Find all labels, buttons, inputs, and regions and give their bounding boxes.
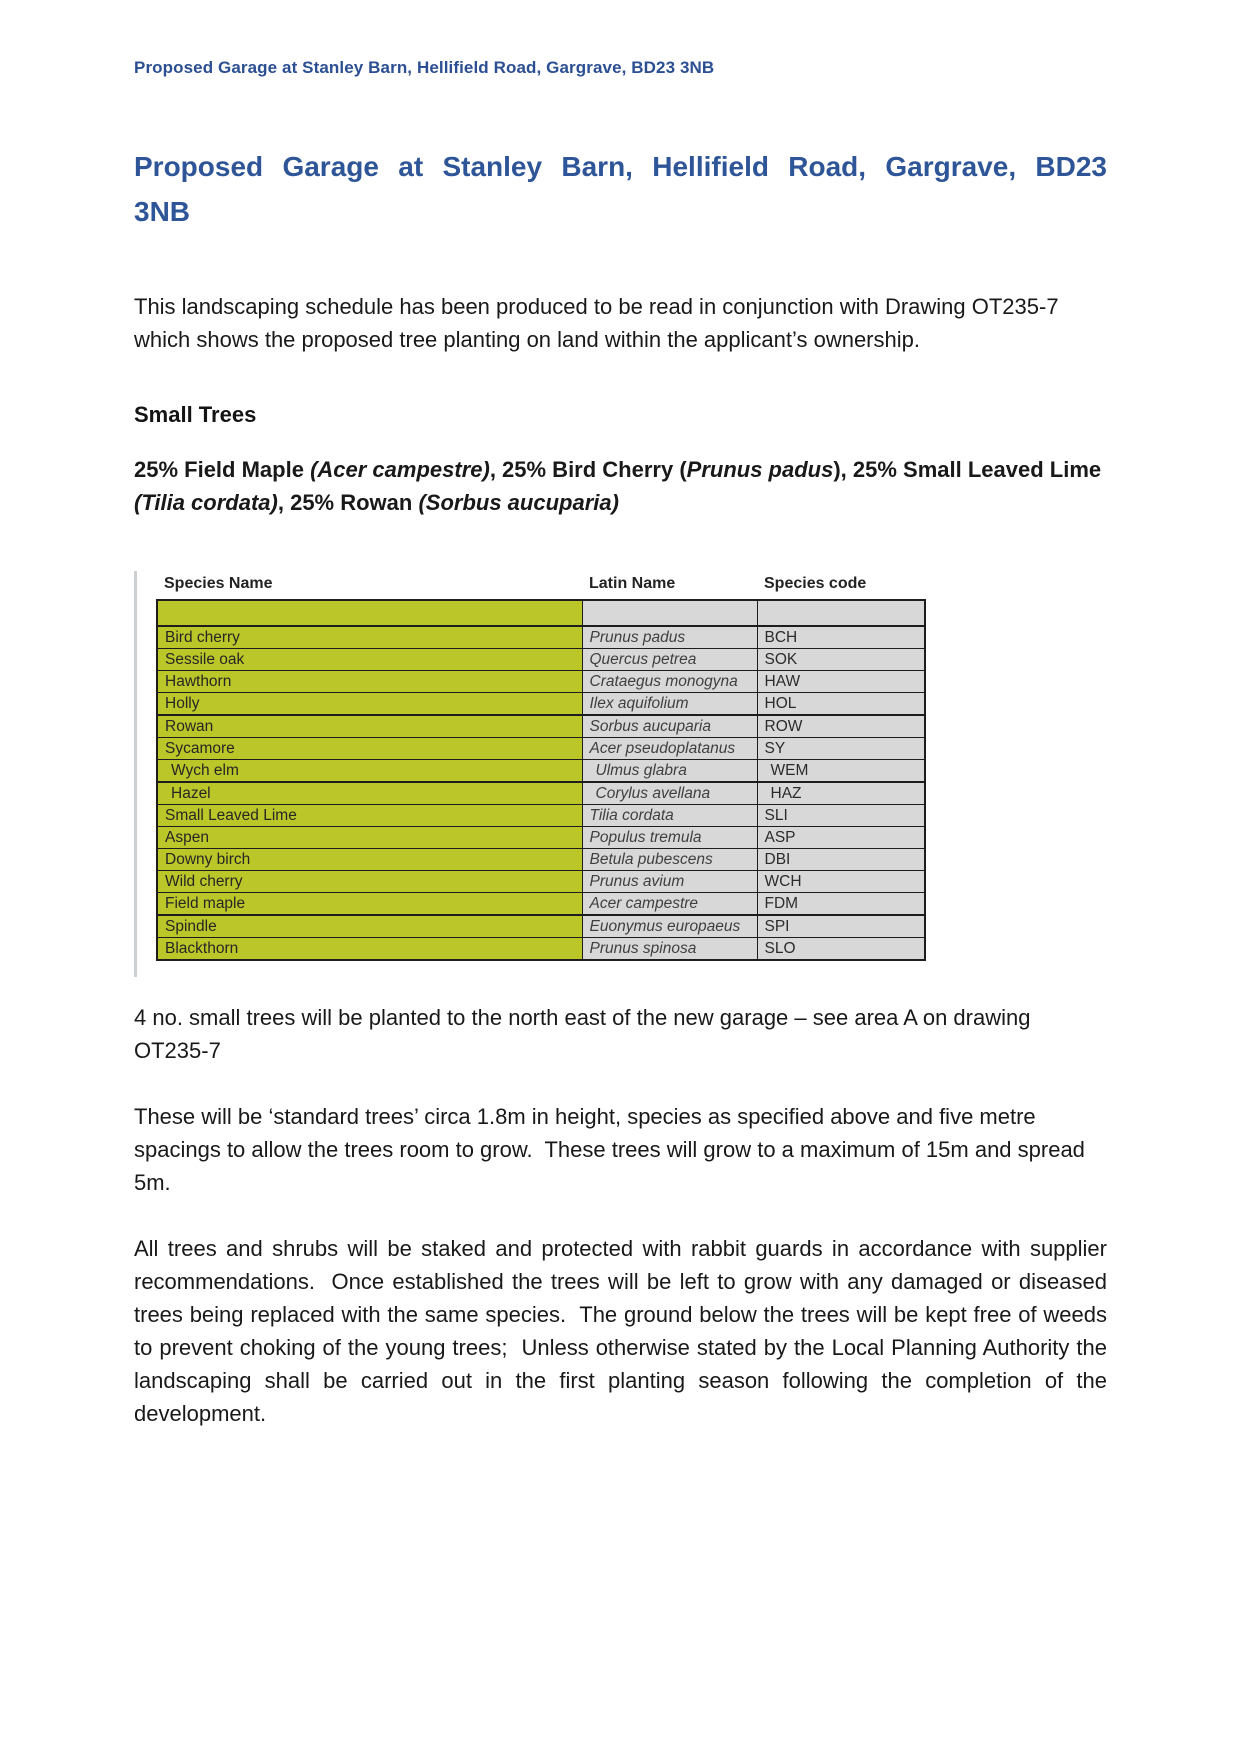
table-row: [157, 782, 925, 805]
cell-species-name: Sycamore: [157, 738, 582, 760]
cell-latin-name: Acer campestre: [582, 893, 757, 916]
cell-species-code: SLO: [757, 938, 925, 961]
mix-latin-segment: (Tilia cordata): [134, 490, 278, 515]
cell-latin-name: Ulmus glabra: [582, 760, 757, 783]
species-table-body: [157, 600, 925, 960]
cell-species-code: ROW: [757, 715, 925, 738]
cell-latin-name: Prunus avium: [582, 871, 757, 893]
cell-species-code: FDM: [757, 893, 925, 916]
cell-species-code: ASP: [757, 827, 925, 849]
table-row: [157, 760, 925, 783]
mix-latin-segment: (Acer campestre): [310, 457, 490, 482]
table-row: [157, 805, 925, 827]
cell-species-code: DBI: [757, 849, 925, 871]
species-table: [156, 599, 926, 961]
figure-scan-edge: [134, 571, 137, 977]
cell-latin-name: Populus tremula: [582, 827, 757, 849]
spacer-cell-species: [157, 600, 582, 626]
cell-species-code: SOK: [757, 649, 925, 671]
cell-latin-name: Sorbus aucuparia: [582, 715, 757, 738]
cell-species-code: BCH: [757, 626, 925, 649]
table-row: [157, 626, 925, 649]
table-row: [157, 849, 925, 871]
mix-latin-segment: Prunus padus: [686, 457, 834, 482]
cell-species-name: Aspen: [157, 827, 582, 849]
table-row: [157, 671, 925, 693]
table-row: [157, 938, 925, 961]
paragraph-tree-specifications: These will be ‘standard trees’ circa 1.8m in height, species as specified above and five metre spacings to allow the trees room to grow. These trees will grow to a maximum of 15m and spread 5m.: [134, 1104, 1092, 1195]
section-heading-small-trees: Small Trees: [134, 402, 257, 427]
cell-latin-name: Crataegus monogyna: [582, 671, 757, 693]
table-row: [157, 693, 925, 716]
cell-latin-name: Prunus spinosa: [582, 938, 757, 961]
page-title: [134, 144, 1107, 234]
cell-species-name: Bird cherry: [157, 626, 582, 649]
cell-species-name: Field maple: [157, 893, 582, 916]
mix-text-segment: , 25% Rowan: [277, 490, 419, 515]
table-row: [157, 893, 925, 916]
mix-text-segment: ), 25% Small Leaved Lime: [833, 457, 1108, 482]
cell-latin-name: Acer pseudoplatanus: [582, 738, 757, 760]
column-header-latin-name: Latin Name: [589, 575, 676, 592]
spacer-cell-latin: [582, 600, 757, 626]
cell-species-name: Downy birch: [157, 849, 582, 871]
species-table-figure: [134, 575, 946, 961]
cell-species-code: WEM: [757, 760, 925, 783]
cell-species-code: WCH: [757, 871, 925, 893]
cell-species-name: Holly: [157, 693, 582, 716]
table-row: [157, 715, 925, 738]
cell-latin-name: Ilex aquifolium: [582, 693, 757, 716]
cell-latin-name: Quercus petrea: [582, 649, 757, 671]
cell-species-code: HOL: [757, 693, 925, 716]
intro-paragraph: This landscaping schedule has been produced to be read in conjunction with Drawing OT235-7 which shows the proposed tree planting on land within the applicant’s ownership.: [134, 294, 1065, 352]
table-row: [157, 827, 925, 849]
table-row: [157, 649, 925, 671]
cell-species-name: Blackthorn: [157, 938, 582, 961]
cell-species-code: HAW: [757, 671, 925, 693]
page-title-line-2: 3NB: [134, 196, 191, 227]
cell-species-name: Spindle: [157, 915, 582, 938]
cell-latin-name: Corylus avellana: [582, 782, 757, 805]
mix-text-segment: 25% Field Maple: [134, 457, 311, 482]
table-row: [157, 738, 925, 760]
cell-species-code: SY: [757, 738, 925, 760]
cell-species-name: Small Leaved Lime: [157, 805, 582, 827]
table-column-headers: [156, 575, 946, 593]
cell-species-code: SPI: [757, 915, 925, 938]
cell-species-code: SLI: [757, 805, 925, 827]
cell-species-name: Hawthorn: [157, 671, 582, 693]
species-mix-paragraph: [134, 453, 1107, 519]
column-header-species-code: Species code: [764, 575, 867, 592]
table-spacer-row: [157, 600, 925, 626]
cell-latin-name: Tilia cordata: [582, 805, 757, 827]
cell-species-name: Wild cherry: [157, 871, 582, 893]
cell-species-name: Rowan: [157, 715, 582, 738]
paragraph-planting-location: 4 no. small trees will be planted to the north east of the new garage – see area A on drawing OT235-7: [134, 1005, 1037, 1063]
mix-text-segment: , 25% Bird Cherry (: [489, 457, 687, 482]
paragraph-maintenance-conditions: All trees and shrubs will be staked and protected with rabbit guards in accordance with supplier recommendations. Once established the trees will be left to grow with any damaged or diseased trees being replaced with the same species. The ground below the trees will be kept free of weeds to prevent choking of the young trees; Unless otherwise stated by the Local Planning Authority the landscaping shall be carried out in the first planting season following the completion of the development.: [134, 1236, 1114, 1426]
table-row: [157, 915, 925, 938]
cell-species-name: Hazel: [157, 782, 582, 805]
running-header: Proposed Garage at Stanley Barn, Hellifield Road, Gargrave, BD23 3NB: [134, 58, 715, 77]
cell-species-code: HAZ: [757, 782, 925, 805]
page-title-line-1: Proposed Garage at Stanley Barn, Hellifield Road, Gargrave, BD23: [134, 151, 1107, 182]
mix-latin-segment: (Sorbus aucuparia): [418, 490, 619, 515]
cell-latin-name: Prunus padus: [582, 626, 757, 649]
table-row: [157, 871, 925, 893]
cell-latin-name: Betula pubescens: [582, 849, 757, 871]
spacer-cell-code: [757, 600, 925, 626]
cell-species-name: Wych elm: [157, 760, 582, 783]
cell-species-name: Sessile oak: [157, 649, 582, 671]
column-header-species-name: Species Name: [164, 575, 273, 592]
cell-latin-name: Euonymus europaeus: [582, 915, 757, 938]
